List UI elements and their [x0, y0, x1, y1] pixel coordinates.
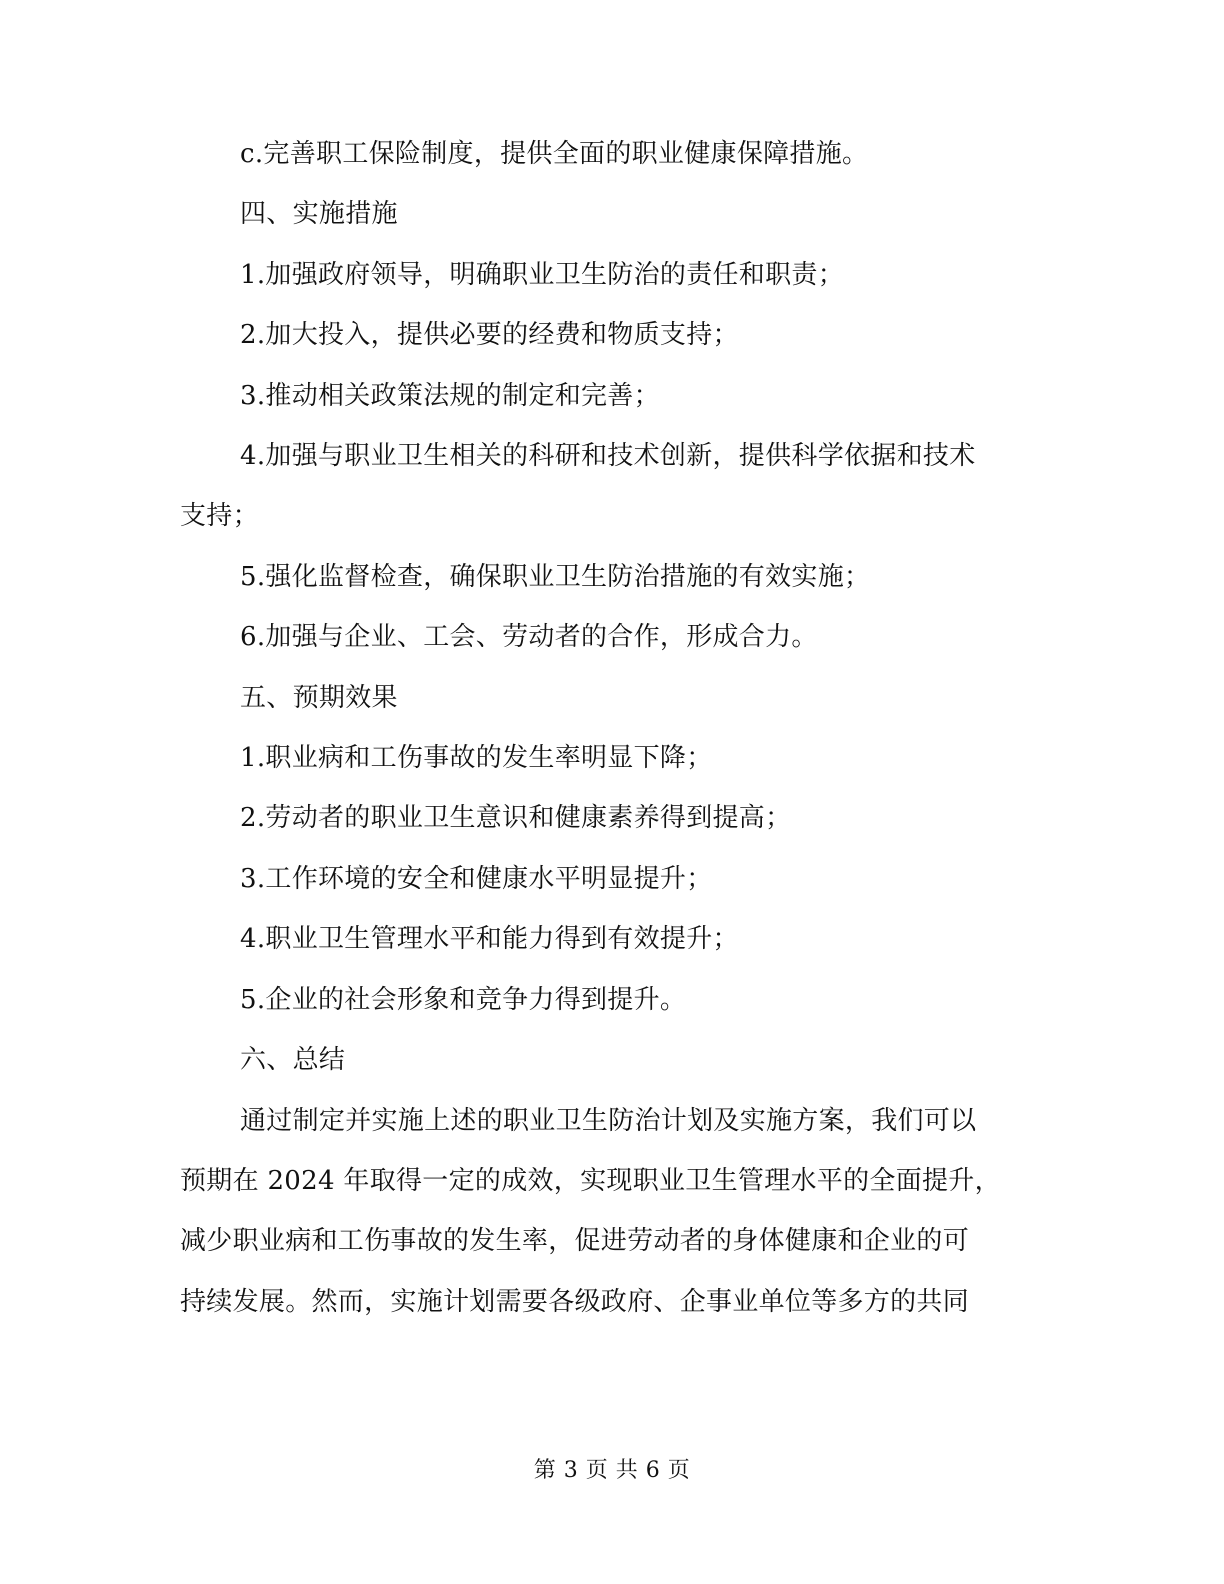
summary-paragraph-line: 持续发展。然而，实施计划需要各级政府、企事业单位等多方的共同 — [180, 1286, 970, 1317]
list-item: 2.加大投入，提供必要的经费和物质支持； — [240, 320, 739, 351]
list-item: 3.工作环境的安全和健康水平明显提升； — [240, 863, 713, 894]
document-body — [180, 124, 1020, 1332]
list-item: 3.推动相关政策法规的制定和完善； — [240, 380, 660, 411]
section-heading: 四、实施措施 — [240, 199, 398, 230]
list-item: 1.加强政府领导，明确职业卫生防治的责任和职责； — [240, 259, 845, 290]
list-item: 5.企业的社会形象和竞争力得到提升。 — [240, 984, 687, 1015]
list-item: 4.加强与职业卫生相关的科研和技术创新，提供科学依据和技术 — [240, 441, 976, 472]
section-heading: 五、预期效果 — [240, 682, 398, 713]
list-item-continuation: 支持； — [180, 501, 259, 532]
list-item: 4.职业卫生管理水平和能力得到有效提升； — [240, 924, 739, 955]
summary-paragraph-line: 预期在 2024 年取得一定的成效，实现职业卫生管理水平的全面提升， — [180, 1165, 1001, 1196]
text-line: c.完善职工保险制度，提供全面的职业健康保障措施。 — [240, 139, 869, 169]
list-item: 5.强化监督检查，确保职业卫生防治措施的有效实施； — [240, 561, 871, 592]
page-number-footer: 第 3 页 共 6 页 — [533, 1458, 691, 1483]
summary-paragraph-line: 减少职业病和工伤事故的发生率，促进劳动者的身体健康和企业的可 — [180, 1226, 970, 1257]
list-item: 1.职业病和工伤事故的发生率明显下降； — [240, 743, 713, 774]
summary-paragraph-line: 通过制定并实施上述的职业卫生防治计划及实施方案，我们可以 — [240, 1105, 977, 1136]
section-heading: 六、总结 — [240, 1045, 346, 1076]
list-item: 6.加强与企业、工会、劳动者的合作，形成合力。 — [240, 622, 818, 653]
list-item: 2.劳动者的职业卫生意识和健康素养得到提高； — [240, 803, 792, 834]
